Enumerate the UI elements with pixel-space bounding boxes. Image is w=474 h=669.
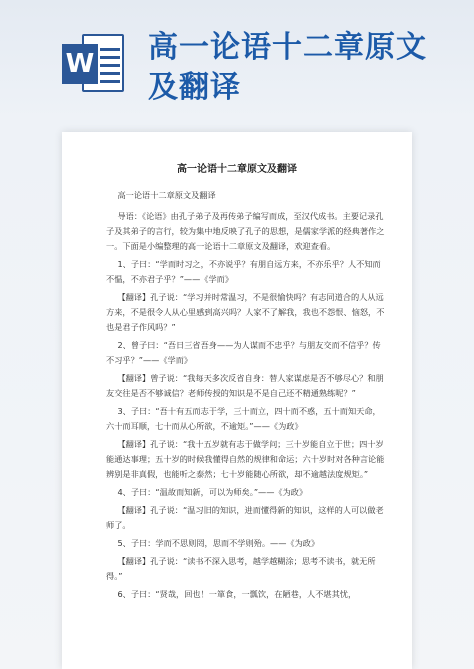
text-paragraph: 5、子曰：学而不思则罔，思而不学则殆。——《为政》 [117,538,320,548]
text-paragraph: 1、子曰：“学而时习之，不亦说乎？有朋自远方来，不亦乐乎？人不知而不愠，不亦君子乎？”——《学而》 [106,259,381,284]
subtitle-paragraph: 高一论语十二章原文及翻译 [117,190,216,200]
word-letter-badge: W [62,44,98,84]
text-paragraph: 【翻译】孔子说：“我十五岁就有志于做学问；三十岁能自立于世；四十岁能通达事理；五十岁的时候我懂得自然的规律和命运；六十岁时对各种言论能辨别是非真假，也能听之泰然；七十岁能随心所欲，却不逾越法度规矩。” [106,439,385,479]
banner-title: 高一论语十二章原文及翻译 [148,30,427,105]
text-paragraph: 6、子曰：“贤哉，回也！一箪食，一瓢饮，在陋巷，人不堪其忧， [117,589,357,599]
document-title: 高一论语十二章原文及翻译 [177,164,297,175]
intro-paragraph: 导语：《论语》由孔子弟子及再传弟子编写而成，至汉代成书。主要记录孔子及其弟子的言行，较为集中地反映了孔子的思想，是儒家学派的经典著作之一。下面是小编整理的高一论语十二章原文及翻译，欢迎查看。 [106,211,385,251]
word-document-icon [62,34,128,94]
text-paragraph: 【翻译】孔子说：“读书不深入思考，越学越糊涂；思考不读书，就无所得。” [106,556,376,581]
document-page [62,132,412,669]
text-paragraph: 【翻译】孔子说：“学习并时常温习，不是很愉快吗？有志同道合的人从远方来，不是很令人从心里感到高兴吗？人家不了解我，我也不怨恨、恼怒，不也是君子作风吗？” [106,292,385,332]
text-paragraph: 【翻译】曾子说：“我每天多次反省自身：替人家谋虑是否不够尽心？和朋友交往是否不够诚信？老师传授的知识是不是自己还不精通熟练呢？” [106,373,384,398]
text-paragraph: 3、子曰：“吾十有五而志于学，三十而立，四十而不惑，五十而知天命，六十而耳顺，七十而从心所欲，不逾矩。”——《为政》 [106,406,381,431]
header-banner [0,0,474,110]
text-paragraph: 2、曾子曰：“吾日三省吾身——为人谋而不忠乎？与朋友交而不信乎？传不习乎？”——《学而》 [106,340,381,365]
document-body [106,188,388,605]
text-paragraph: 4、子曰：“温故而知新，可以为师矣。”——《为政》 [117,487,308,497]
text-paragraph: 【翻译】孔子说：“温习旧的知识，进而懂得新的知识，这样的人可以做老师了。 [106,505,384,530]
